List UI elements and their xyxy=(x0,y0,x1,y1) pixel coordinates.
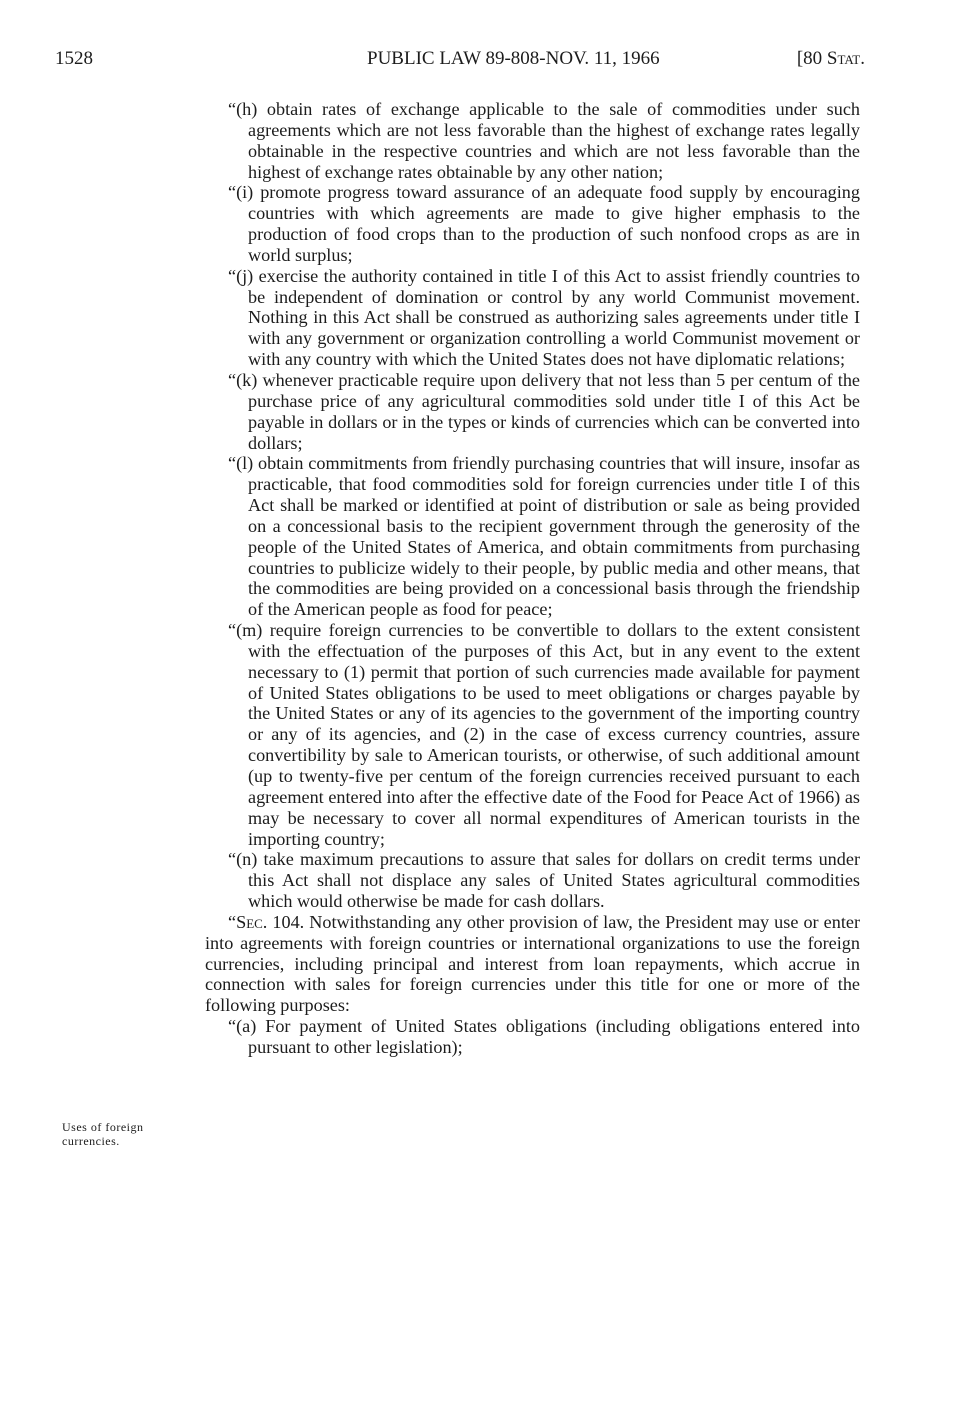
section-104-item-a: “(a) For payment of United States obligations (including obligations entered into pursuant to other legislation); xyxy=(228,1016,860,1057)
paragraph-h: “(h) obtain rates of exchange applicable to the sale of commodities under such agreements which are not less favorable than the highest of exchange rates legally obtainable in the respective countries and which are not less favorable than the highest of exchange rates obtainable by any other nation; xyxy=(228,99,860,182)
paragraph-l: “(l) obtain commitments from friendly purchasing countries that will insure, insofar as practicable, that food commodities sold for foreign currencies under title I of this Act shall be marked or identified at point of distribution or sale as being provided on a concessional basis to the recipient government through the generosity of the people of the United States of America, and obtain commitments from purchasing countries to publicize widely to their people, by public media and other means, that the commodities are being provided on a concessional basis through the friendship of the American people as food for peace; xyxy=(228,453,860,620)
margin-note-uses-of-foreign-currencies xyxy=(62,1120,143,1148)
paragraph-n: “(n) take maximum precautions to assure that sales for dollars on credit terms under this Act shall not displace any sales of United States agricultural commodities which would otherwise be made for cash dollars. xyxy=(228,849,860,912)
paragraph-m: “(m) require foreign currencies to be convertible to dollars to the extent consistent with the effectuation of the purposes of this Act, but in any event to the extent necessary to (1) permit that portion of such currencies made available for payment of United States obligations to be used to meet obligations or charges payable by the United States or any of its agencies to the government of the importing country or any of its agencies, and (2) in the case of excess currency countries, assure convertibility by sale to American tourists, or otherwise, of such additional amount (up to twenty-five per centum of the foreign currencies received pursuant to each agreement entered into after the effective date of the Food for Peace Act of 1966) as may be necessary to cover all normal expenditures of American tourists in the importing country; xyxy=(228,620,860,849)
page-number: 1528 xyxy=(55,48,93,69)
statute-reference: [80 Stat. xyxy=(796,48,865,69)
running-title: PUBLIC LAW 89-808-NOV. 11, 1966 xyxy=(367,48,660,69)
section-label: Sec. xyxy=(236,911,268,932)
section-104: “Sec. 104. Notwithstanding any other provision of law, the President may use or enter into agreements with foreign countries or international organizations to use the foreign currencies, including principal and interest from loan repayments, which accrue in connection with sales for foreign currencies under this title for one or more of the following purposes: xyxy=(205,911,860,1016)
page-header xyxy=(55,48,865,78)
paragraph-j: “(j) exercise the authority contained in title I of this Act to assist friendly countries to be independent of domination or control by any world Communist movement. Nothing in this Act shall be construed as authorizing sales agreements under title I with any government or organization controlling a world Communist movement or with any country with which the United States does not have diplomatic relations; xyxy=(228,265,860,370)
paragraph-k: “(k) whenever practicable require upon delivery that not less than 5 per centum of the purchase price of any agricultural commodities sold under title I of this Act be payable in dollars or in the types or kinds of currencies which can be converted into dollars; xyxy=(228,369,860,453)
margin-note-line: Uses of foreign xyxy=(62,1120,144,1134)
margin-note-line: currencies. xyxy=(62,1134,120,1148)
paragraph-i: “(i) promote progress toward assurance of an adequate food supply by encouraging countries with which agreements are made to give higher emphasis to the production of food crops than to the production of such nonfood crops as are in world surplus; xyxy=(228,182,860,265)
statute-body xyxy=(205,99,860,1058)
